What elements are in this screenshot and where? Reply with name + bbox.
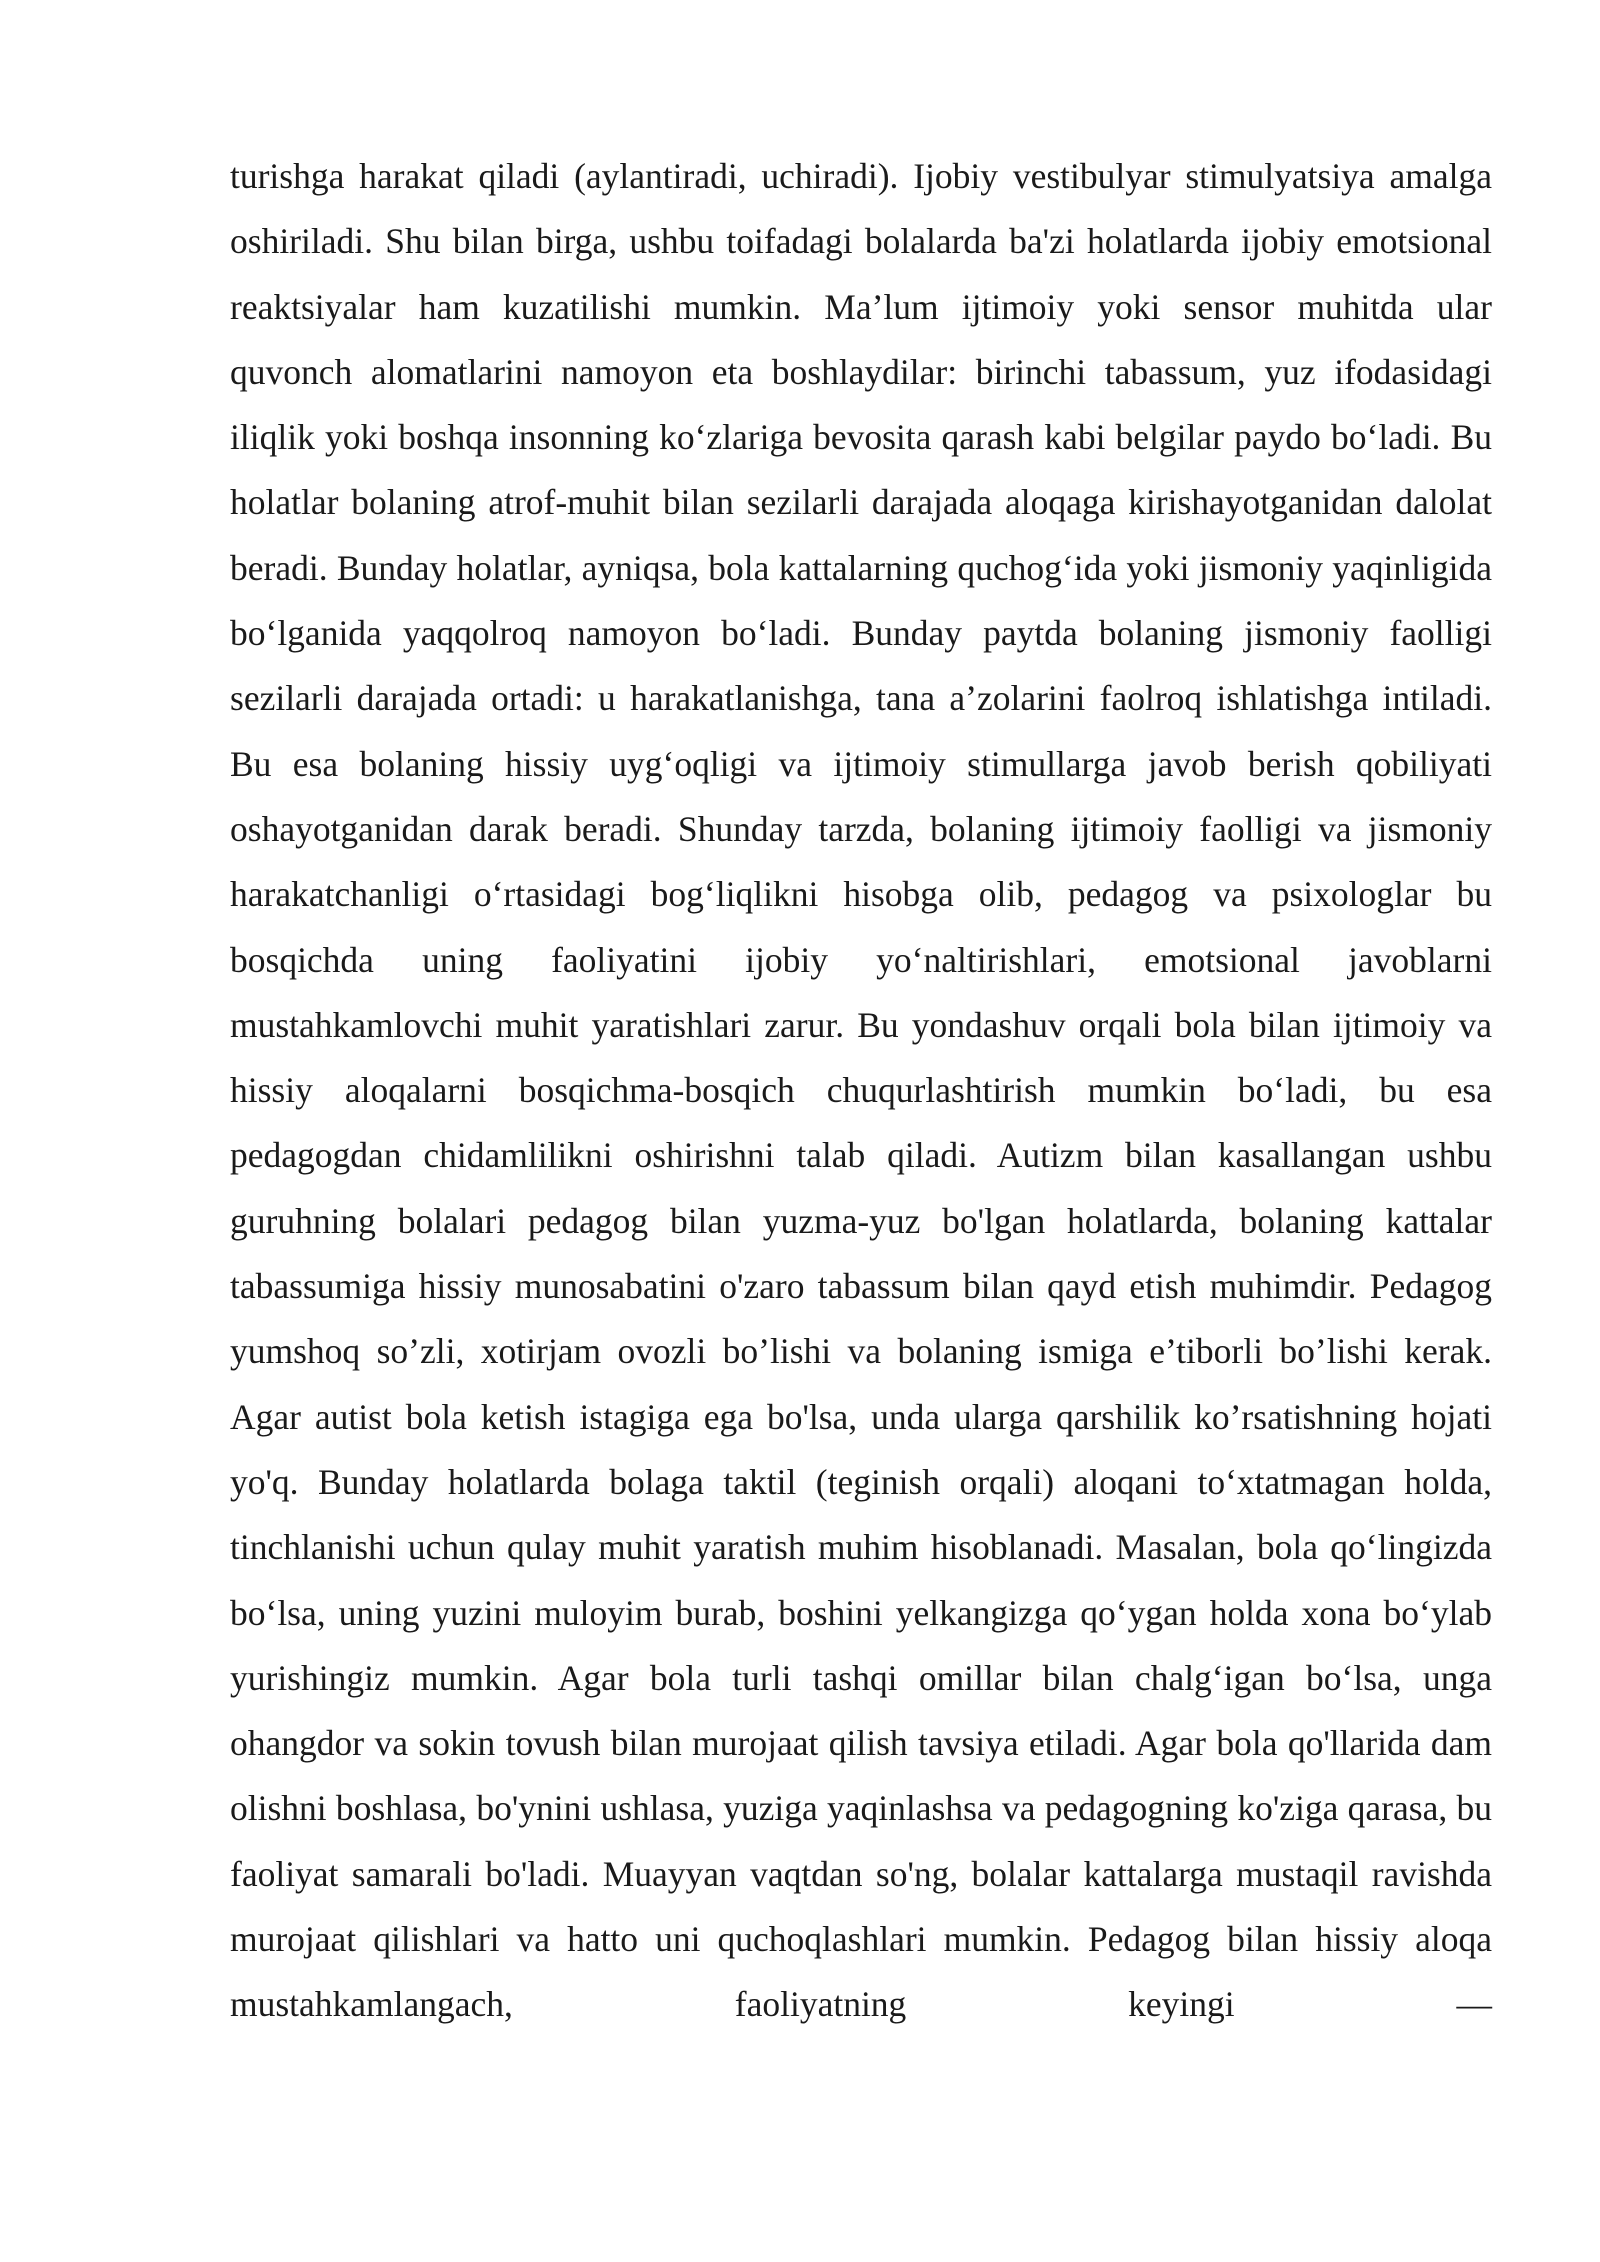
body-paragraph: turishga harakat qiladi (aylantiradi, uchiradi). Ijobiy vestibulyar stimulyatsiya amalga oshiriladi. Shu bilan birga, ushbu toifadagi bolalarda ba'zi holatlarda ijobiy emotsional reaktsiyalar ham kuzatilishi mumkin. Ma’lum ijtimoiy yoki sensor muhitda ular quvonch alomatlarini namoyon eta boshlaydilar: birinchi tabassum, yuz ifodasidagi iliqlik yoki boshqa insonning ko‘zlariga bevosita qarash kabi belgilar paydo bo‘ladi. Bu holatlar bolaning atrof-muhit bilan sezilarli darajada aloqaga kirishayotganidan dalolat beradi. Bunday holatlar, ayniqsa, bola kattalarning quchog‘ida yoki jismoniy yaqinligida bo‘lganida yaqqolroq namoyon bo‘ladi. Bunday paytda bolaning jismoniy faolligi sezilarli darajada ortadi: u harakatlanishga, tana a’zolarini faolroq ishlatishga intiladi. Bu esa bolaning hissiy uyg‘oqligi va ijtimoiy stimullarga javob berish qobiliyati oshayotganidan darak beradi. Shunday tarzda, bolaning ijtimoiy faolligi va jismoniy harakatchanligi o‘rtasidagi bog‘liqlikni hisobga olib, pedagog va psixologlar bu bosqichda uning faoliyatini ijobiy yo‘naltirishlari, emotsional javoblarni mustahkamlovchi muhit yaratishlari zarur. Bu yondashuv orqali bola bilan ijtimoiy va hissiy aloqalarni bosqichma-bosqich chuqurlashtirish mumkin bo‘ladi, bu esa pedagogdan chidamlilikni oshirishni talab qiladi. Autizm bilan kasallangan ushbu guruhning bolalari pedagog bilan yuzma-yuz bo'lgan holatlarda, bolaning kattalar tabassumiga hissiy munosabatini o'zaro tabassum bilan qayd etish muhimdir. Pedagog yumshoq so’zli, xotirjam ovozli bo’lishi va bolaning ismiga e’tiborli bo’lishi kerak. Agar autist bola ketish istagiga ega bo'lsa, unda ularga qarshilik ko’rsatishning hojati yo'q. Bunday holatlarda bolaga taktil (teginish orqali) aloqani to‘xtatmagan holda, tinchlanishi uchun qulay muhit yaratish muhim hisoblanadi. Masalan, bola qo‘lingizda bo‘lsa, uning yuzini muloyim burab, boshini yelkangizga qo‘ygan holda xona bo‘ylab yurishingiz mumkin. Agar bola turli tashqi omillar bilan chalg‘igan bo‘lsa, unga ohangdor va sokin tovush bilan murojaat qilish tavsiya etiladi. Agar bola qo'llarida dam olishni boshlasa, bo'ynini ushlasa, yuziga yaqinlashsa va pedagogning ko'ziga qarasa, bu faoliyat samarali bo'ladi. Muayyan vaqtdan so'ng, bolalar kattalarga mustaqil ravishda murojaat qilishlari va hatto uni quchoqlashlari mumkin. Pedagog bilan hissiy aloqa mustahkamlangach, faoliyatning keyingi — bbox=[230, 156, 1492, 2025]
